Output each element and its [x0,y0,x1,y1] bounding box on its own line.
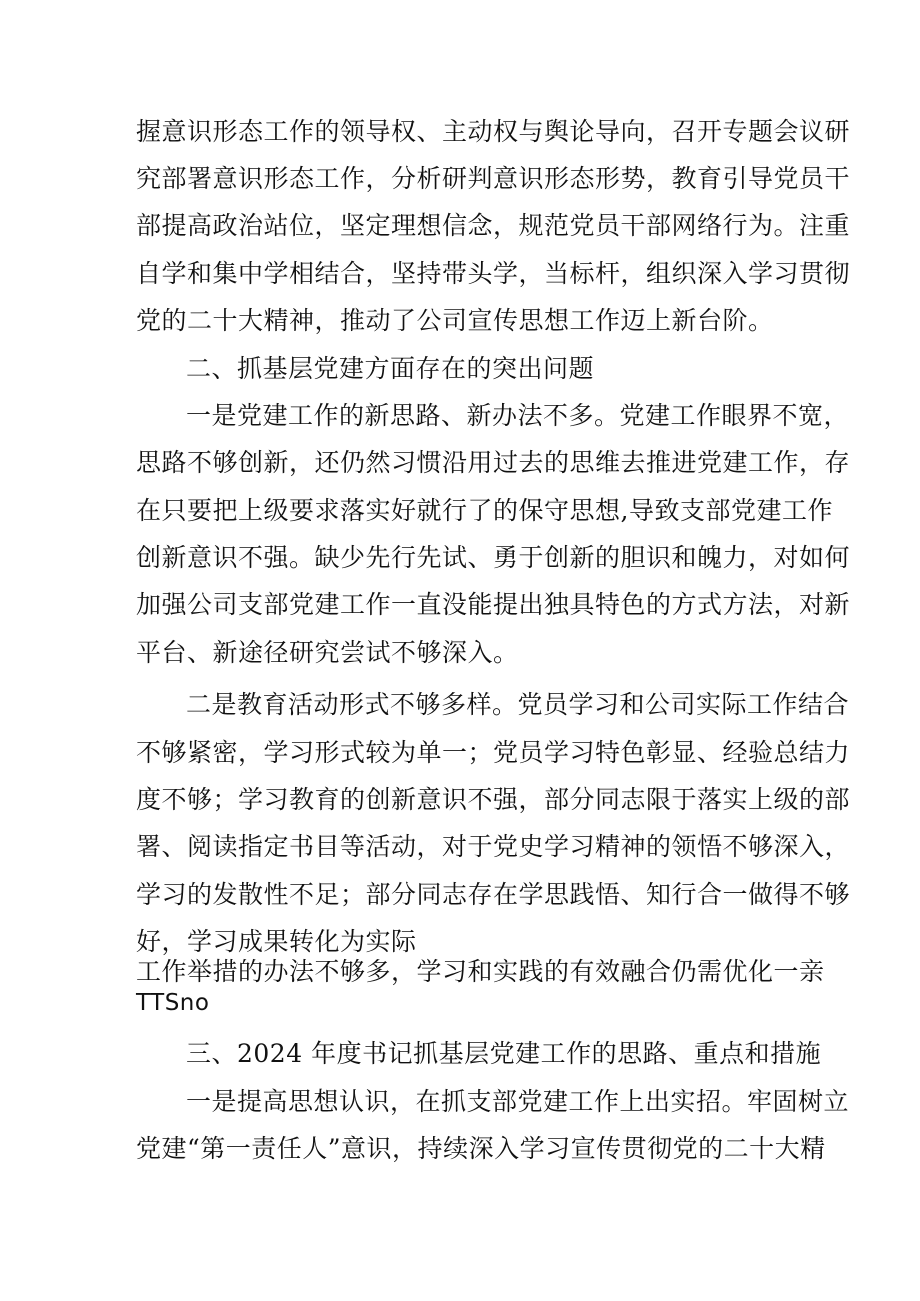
paragraph-line: 加强公司支部党建工作一直没能提出独具特色的方式方法，对新 [136,590,851,619]
paragraph-line: 工作举措的办法不够多，学习和实践的有效融合仍需优化一亲 [136,957,825,986]
paragraph-line: 平台、新途径研究尝试不够深入。 [136,638,519,667]
paragraph-line: 自学和集中学相结合，坚持带头学，当标杆，组织深入学习贯彻 [136,259,851,288]
paragraph-line: 一是党建工作的新思路、新办法不多。党建工作眼界不宽， [186,401,850,430]
paragraph-line: 在只要把上级要求落实好就行了的保守思想,导致支部党建工作 [136,496,833,525]
paragraph-line: 究部署意识形态工作，分析研判意识形态形势，教育引导党员干 [136,164,851,193]
paragraph-line: TTSno [136,990,210,1016]
paragraph-line: 不够紧密，学习形式较为单一；党员学习特色彰显、经验总结力 [136,738,851,767]
section-heading: 二、抓基层党建方面存在的突出问题 [186,354,595,383]
paragraph-line: 思路不够创新，还仍然习惯沿用过去的思维去推进党建工作，存 [136,448,851,477]
paragraph-line: 党建“第一责任人”意识，持续深入学习宣传贯彻党的二十大精 [136,1134,826,1163]
section-heading: 三、2024 年度书记抓基层党建工作的思路、重点和措施 [186,1039,822,1068]
paragraph-line: 握意识形态工作的领导权、主动权与舆论导向，召开专题会议研 [136,117,851,146]
paragraph-line: 一是提高思想认识，在抓支部党建工作上出实招。牢固树立 [186,1087,850,1116]
paragraph-line: 学习的发散性不足；部分同志存在学思践悟、知行合一做得不够 [136,880,851,909]
paragraph-line: 部提高政治站位，坚定理想信念，规范党员干部网络行为。注重 [136,211,851,240]
paragraph-line: 创新意识不强。缺少先行先试、勇于创新的胆识和魄力，对如何 [136,543,851,572]
paragraph-line: 好，学习成果转化为实际 [136,927,417,956]
paragraph-line: 度不够；学习教育的创新意识不强，部分同志限于落实上级的部 [136,785,851,814]
paragraph-line: 二是教育活动形式不够多样。党员学习和公司实际工作结合 [186,690,850,719]
paragraph-line: 党的二十大精神，推动了公司宣传思想工作迈上新台阶。 [136,306,774,335]
paragraph-line: 署、阅读指定书目等活动，对于党史学习精神的领悟不够深入， [136,832,851,861]
